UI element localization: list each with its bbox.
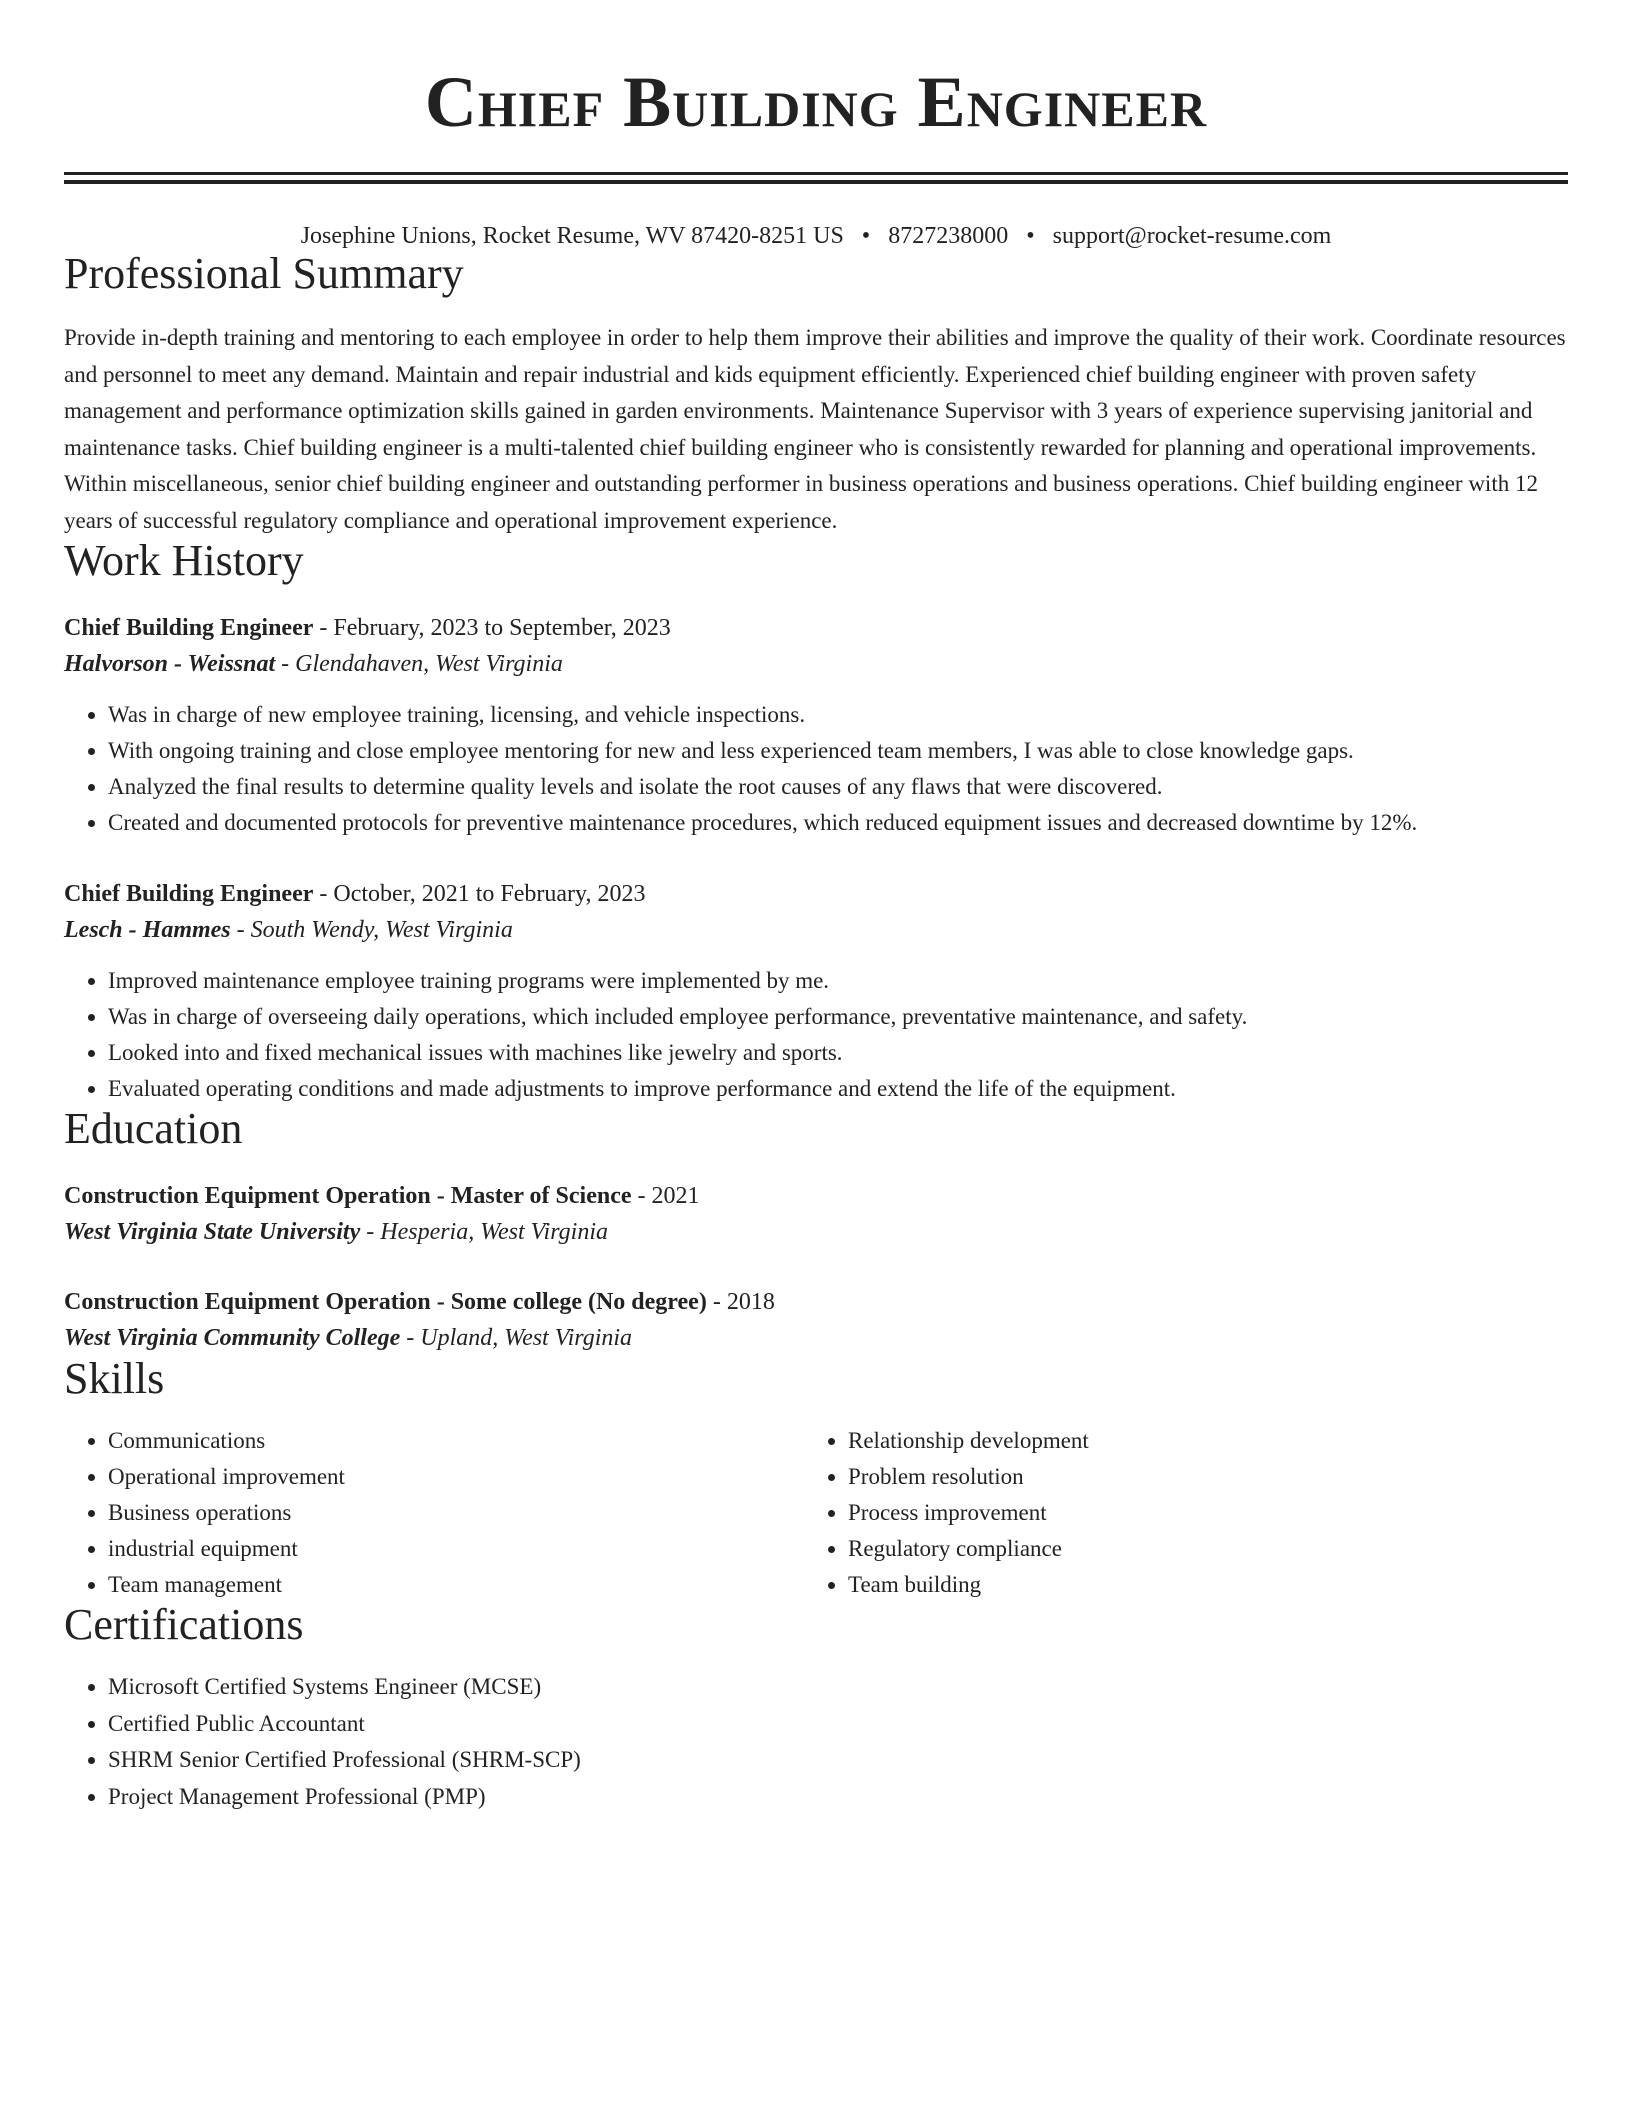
contact-line (64, 220, 1568, 252)
title-divider (64, 172, 1568, 184)
job-company-line (64, 911, 1568, 949)
certification-item: • Microsoft Certified Systems Engineer (MCSE) (108, 1669, 1568, 1706)
job-location: - Glendahaven, West Virginia (275, 651, 563, 677)
list-item: • With ongoing training and close employee mentoring for new and less experienced team members, I was able to close knowledge gaps. (108, 733, 1568, 769)
education-entry (64, 1285, 1568, 1357)
summary-heading: Professional Summary (64, 249, 464, 298)
contact-separator: • (861, 223, 871, 249)
skill-item: • Team management (108, 1567, 804, 1603)
job-dates: - October, 2021 to February, 2023 (313, 881, 646, 907)
school-line (64, 1319, 1568, 1357)
job-company: Lesch - Hammes (64, 917, 231, 943)
job-duties-list (64, 963, 1568, 1107)
degree: Construction Equipment Operation - Master of Science (64, 1183, 632, 1209)
education-entry (64, 1179, 1568, 1251)
skill-item: • Regulatory compliance (848, 1531, 1544, 1567)
contact-email: support@rocket-resume.com (1052, 223, 1332, 249)
school-location: - Hesperia, West Virginia (360, 1219, 609, 1245)
job-company: Halvorson - Weissnat (64, 651, 276, 677)
job-company-line (64, 645, 1568, 683)
list-item: • Looked into and fixed mechanical issues with machines like jewelry and sports. (108, 1035, 1568, 1071)
school-line (64, 1213, 1568, 1251)
school: West Virginia State University (64, 1219, 361, 1245)
job-dates: - February, 2023 to September, 2023 (313, 615, 671, 641)
contact-separator: • (1026, 223, 1035, 249)
resume-title: Chief Building Engineer (424, 62, 1208, 142)
school-location: - Upland, West Virginia (400, 1325, 633, 1351)
skill-item: • Team building (848, 1567, 1544, 1603)
skill-item: • Communications (108, 1423, 804, 1459)
skill-item: • Business operations (108, 1495, 804, 1531)
job-title: Chief Building Engineer (64, 615, 314, 641)
list-item: • Created and documented protocols for preventive maintenance procedures, which reduced equipment issues and decreased downtime by 12%. (108, 805, 1568, 841)
certifications-list (64, 1669, 1568, 1815)
job-title: Chief Building Engineer (64, 881, 314, 907)
degree-year: - 2018 (706, 1289, 775, 1315)
degree-line (64, 1285, 1568, 1319)
list-item: • Was in charge of overseeing daily operations, which included employee performance, preventative maintenance, and safety. (108, 999, 1568, 1035)
job-location: - South Wendy, West Virginia (230, 917, 513, 943)
skill-item: • industrial equipment (108, 1531, 804, 1567)
skills-list-left (64, 1423, 804, 1603)
job-duties-list (64, 697, 1568, 841)
job-entry (64, 877, 1568, 1107)
school: West Virginia Community College (64, 1325, 401, 1351)
summary-text: Provide in-depth training and mentoring to each employee in order to help them improve their abilities and improve the quality of their work. Coordinate resources and personnel to meet any demand. Maintain and repair industrial and kids equipment efficiently. Experienced chief building engineer with proven safety management and performance optimization skills gained in garden environments. Maintenance Supervisor with 3 years of experience supervising janitorial and maintenance tasks. Chief building engineer is a multi-talented chief building engineer who is consistently rewarded for planning and operational improvements. Within miscellaneous, senior chief building engineer and outstanding performer in business operations and business operations. Chief building engineer with 12 years of successful regulatory compliance and operational improvement experience. (64, 325, 1566, 533)
degree: Construction Equipment Operation - Some college (No degree) (64, 1289, 707, 1315)
certification-item: • Certified Public Accountant (108, 1706, 1568, 1743)
skill-item: • Operational improvement (108, 1459, 804, 1495)
job-entry (64, 611, 1568, 841)
skills-columns (64, 1423, 1568, 1603)
certification-item: • Project Management Professional (PMP) (108, 1779, 1568, 1816)
skills-heading: Skills (64, 1354, 165, 1403)
certification-item: • SHRM Senior Certified Professional (SHRM-SCP) (108, 1742, 1568, 1779)
certifications-heading: Certifications (64, 1600, 304, 1649)
skill-item: • Process improvement (848, 1495, 1544, 1531)
skill-item: • Relationship development (848, 1423, 1544, 1459)
list-item: • Was in charge of new employee training, licensing, and vehicle inspections. (108, 697, 1568, 733)
contact-phone: 8727238000 (888, 223, 1009, 249)
list-item: • Evaluated operating conditions and made adjustments to improve performance and extend the life of the equipment. (108, 1071, 1568, 1107)
skills-list-right (804, 1423, 1544, 1603)
contact-address: Josephine Unions, Rocket Resume, WV 87420-8251 US (300, 223, 844, 249)
list-item: • Analyzed the final results to determine quality levels and isolate the root causes of any flaws that were discovered. (108, 769, 1568, 805)
job-title-line (64, 877, 1568, 911)
degree-line (64, 1179, 1568, 1213)
job-title-line (64, 611, 1568, 645)
list-item: • Improved maintenance employee training programs were implemented by me. (108, 963, 1568, 999)
degree-year: - 2021 (631, 1183, 700, 1209)
skill-item: • Problem resolution (848, 1459, 1544, 1495)
work-history-heading: Work History (64, 536, 304, 585)
education-heading: Education (64, 1104, 243, 1153)
